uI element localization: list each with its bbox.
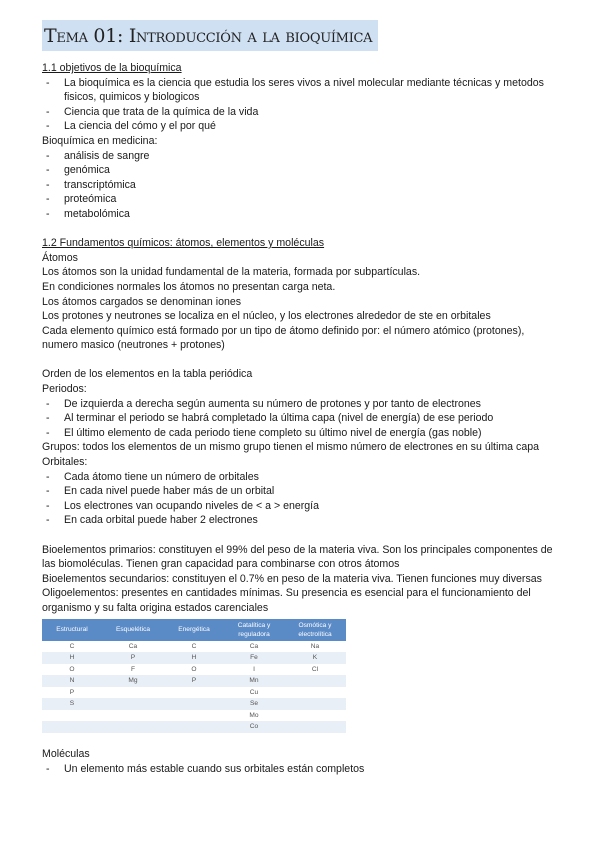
list-item: - Los electrones van ocupando niveles de < a > energía <box>42 499 562 514</box>
spacer <box>42 733 562 748</box>
periods-label: Periodos: <box>42 383 87 396</box>
table-header-cell: Estructural <box>42 619 102 641</box>
table-header-cell: Energética <box>164 619 224 641</box>
table-cell: S <box>42 698 102 710</box>
list-item: - La ciencia del cómo y el por qué <box>42 119 562 134</box>
table-header-cell: Osmótica y electrolítica <box>284 619 346 641</box>
molecules-label: Moléculas <box>42 748 90 761</box>
list-item: - metabolómica <box>42 207 562 222</box>
paragraph-line: En condiciones normales los átomos no presentan carga neta. <box>42 280 336 293</box>
objetivos-list <box>42 76 562 134</box>
table-cell: N <box>42 675 102 687</box>
document-page <box>42 20 562 776</box>
medicine-label: Bioquímica en medicina: <box>42 134 158 147</box>
table-cell <box>284 721 346 733</box>
table-row <box>42 652 346 664</box>
page-title: Tema 01: Introducción a la bioquímica <box>44 25 373 47</box>
list-item: - genómica <box>42 163 562 178</box>
table-cell: Ca <box>102 641 164 653</box>
table-row <box>42 721 346 733</box>
table-header-row <box>42 619 346 641</box>
bio-primary-paragraph: Bioelementos primarios: constituyen el 99% del peso de la materia viva. Son los principales componentes de las biomoléculas. Tienen gran capacidad para combinarse con otros átomos <box>42 543 553 571</box>
list-item: - Un elemento más estable cuando sus orbitales están completos <box>42 762 562 777</box>
table-cell: Fe <box>224 652 284 664</box>
table-cell: Mo <box>224 710 284 722</box>
table-cell <box>164 687 224 699</box>
table-cell: Ca <box>224 641 284 653</box>
medicine-list <box>42 149 562 222</box>
table-cell: H <box>42 652 102 664</box>
list-item: - análisis de sangre <box>42 149 562 164</box>
table-cell: Mg <box>102 675 164 687</box>
table-cell <box>284 710 346 722</box>
section-heading-fundamentos: 1.2 Fundamentos químicos: átomos, elementos y moléculas <box>42 237 325 250</box>
bioelements-table <box>42 619 346 733</box>
table-cell: Na <box>284 641 346 653</box>
table-cell: K <box>284 652 346 664</box>
table-cell: Se <box>224 698 284 710</box>
table-cell <box>284 675 346 687</box>
table-cell <box>164 698 224 710</box>
list-item: - La bioquímica es la ciencia que estudia los seres vivos a nivel molecular mediante técnicas y metodos fisicos, quimicos y biologicos <box>42 76 562 105</box>
table-cell: Mn <box>224 675 284 687</box>
table-cell <box>284 687 346 699</box>
table-cell <box>284 698 346 710</box>
table-row <box>42 687 346 699</box>
oligo-paragraph: Oligoelementos: presentes en cantidades mínimas. Su presencia es esencial para el funcionamiento del organismo y su falta origina estados carenciales <box>42 587 531 614</box>
table-cell <box>102 698 164 710</box>
section-heading-objetivos: 1.1 objetivos de la bioquímica <box>42 62 182 74</box>
table-cell: O <box>164 664 224 676</box>
table-row <box>42 641 346 653</box>
list-item: - Ciencia que trata de la química de la vida <box>42 105 562 120</box>
paragraph-line: Los átomos son la unidad fundamental de la materia, formada por subpartículas. <box>42 266 421 279</box>
table-cell <box>42 710 102 722</box>
table-cell: C <box>164 641 224 653</box>
list-item: - Al terminar el periodo se habrá completado la última capa (nivel de energía) de ese periodo <box>42 411 562 426</box>
molecules-list <box>42 762 562 777</box>
list-item: - De izquierda a derecha según aumenta su número de protones y por tanto de electrones <box>42 397 562 412</box>
table-cell: F <box>102 664 164 676</box>
table-header-cell: Esquelética <box>102 619 164 641</box>
list-item: - proteómica <box>42 192 562 207</box>
table-row <box>42 710 346 722</box>
table-cell: P <box>42 687 102 699</box>
periods-list <box>42 397 562 441</box>
list-item: - El último elemento de cada periodo tiene completo su último nivel de energía (gas noble) <box>42 426 562 441</box>
table-cell: Cu <box>224 687 284 699</box>
title-highlight <box>42 20 378 51</box>
table-cell <box>102 721 164 733</box>
spacer <box>42 353 562 368</box>
bio-secondary-paragraph: Bioelementos secundarios: constituyen el 0.7% en peso de la materia viva. Tienen funciones muy diversas <box>42 572 542 585</box>
table-cell <box>164 721 224 733</box>
paragraph-line: Cada elemento químico está formado por un tipo de átomo definido por: el número atómico (protones), numero masico (neutrones + protones) <box>42 324 525 352</box>
table-cell: H <box>164 652 224 664</box>
orbitals-list <box>42 470 562 528</box>
table-cell: C <box>42 641 102 653</box>
spacer <box>42 528 562 543</box>
table-row <box>42 675 346 687</box>
table-cell: P <box>102 652 164 664</box>
table-row <box>42 698 346 710</box>
groups-paragraph: Grupos: todos los elementos de un mismo grupo tienen el mismo número de electrones en su última capa <box>42 441 539 454</box>
list-item: - En cada nivel puede haber más de un orbital <box>42 484 562 499</box>
table-row <box>42 664 346 676</box>
table-cell <box>42 721 102 733</box>
list-item: - transcriptómica <box>42 178 562 193</box>
table-cell: P <box>164 675 224 687</box>
paragraph-line: Los átomos cargados se denominan iones <box>42 295 242 308</box>
table-cell: Cl <box>284 664 346 676</box>
paragraph-line: Los protones y neutrones se localiza en el núcleo, y los electrones alrededor de ste en orbitales <box>42 310 491 323</box>
table-cell: O <box>42 664 102 676</box>
paragraph-line: Átomos <box>42 251 78 264</box>
list-item: - Cada átomo tiene un número de orbitales <box>42 470 562 485</box>
order-title: Orden de los elementos en la tabla periódica <box>42 368 253 381</box>
table-cell: Co <box>224 721 284 733</box>
table-header-cell: Catalítica y reguladora <box>224 619 284 641</box>
table-cell <box>102 710 164 722</box>
table-cell <box>102 687 164 699</box>
orbitals-label: Orbitales: <box>42 456 88 469</box>
spacer <box>42 222 562 237</box>
table-cell: I <box>224 664 284 676</box>
table-cell <box>164 710 224 722</box>
list-item: - En cada orbital puede haber 2 electrones <box>42 513 562 528</box>
